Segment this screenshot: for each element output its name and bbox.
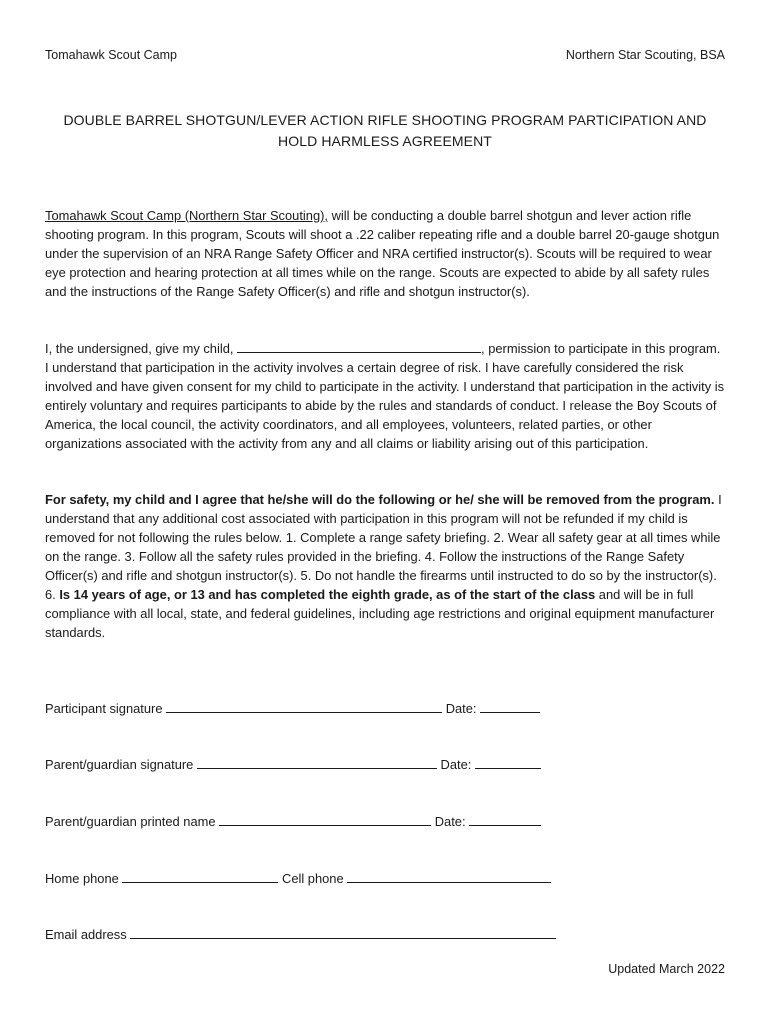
- safety-rules-text: I understand that any additional cost associated with participation in this program will not be refunded if my child is removed for not following the rules below. 1. Complete a range safety briefing. 2. Wear all safety gear at all times while on the range. 3. Follow all the safety rules provided in the briefing. 4. Follow the instructions of the Range Safety Officer(s) and rifle and shotgun instructor(s). 5. Do not handle the firearms until instructed to do so by the instructor(s). 6.: [45, 492, 722, 602]
- title-line-2: HOLD HARMLESS AGREEMENT: [278, 133, 492, 149]
- email-address-label: Email address: [45, 927, 127, 942]
- safety-agreement-bold: For safety, my child and I agree that he/she will do the following or he/ she will be removed from the program.: [45, 492, 715, 507]
- participant-signature-line[interactable]: [166, 700, 442, 713]
- parent-name-row: [45, 813, 541, 829]
- updated-date: Updated March 2022: [608, 962, 725, 976]
- camp-name-underlined: Tomahawk Scout Camp (Northern Star Scouting),: [45, 208, 328, 223]
- age-requirement-bold: Is 14 years of age, or 13 and has completed the eighth grade, as of the start of the class: [59, 587, 596, 602]
- consent-paragraph: [45, 339, 725, 453]
- participant-date-label: Date:: [445, 701, 477, 716]
- email-address-line[interactable]: [130, 926, 556, 939]
- child-name-blank[interactable]: [237, 340, 481, 353]
- parent-signature-date-line[interactable]: [475, 756, 541, 769]
- cell-phone-label: Cell phone: [282, 871, 344, 886]
- program-description-text: will be conducting a double barrel shotgun and lever action rifle shooting program. In this program, Scouts will shoot a .22 caliber repeating rifle and a double barrel 20-gauge shotgun under the supervision of an NRA Range Safety Officer and NRA certified instructor(s). Scouts will be required to wear eye protection and hearing protection at all times while on the range. Scouts are expected to abide by all safety rules and the instructions of the Range Safety Officer(s) and rifle and shotgun instructor(s).: [45, 208, 720, 299]
- participant-date-line[interactable]: [480, 700, 540, 713]
- header-council-name: Northern Star Scouting, BSA: [565, 48, 725, 62]
- parent-name-date-line[interactable]: [469, 813, 541, 826]
- home-phone-label: Home phone: [45, 871, 119, 886]
- phone-row: [45, 870, 551, 886]
- compliance-text: and will be in full compliance with all local, state, and federal guidelines, including age restrictions and original equipment manufacturer standards.: [45, 587, 715, 640]
- safety-rules-paragraph: [45, 490, 725, 642]
- parent-printed-name-label: Parent/guardian printed name: [45, 814, 216, 829]
- document-title: [40, 110, 730, 152]
- title-line-1: DOUBLE BARREL SHOTGUN/LEVER ACTION RIFLE SHOOTING PROGRAM PARTICIPATION AND: [63, 112, 707, 128]
- program-description-paragraph: [45, 206, 725, 301]
- parent-signature-date-label: Date:: [440, 757, 472, 772]
- header-camp-name: Tomahawk Scout Camp: [45, 48, 178, 62]
- parent-printed-name-line[interactable]: [219, 813, 431, 826]
- parent-signature-line[interactable]: [197, 756, 437, 769]
- participant-signature-label: Participant signature: [45, 701, 163, 716]
- home-phone-line[interactable]: [122, 870, 278, 883]
- parent-signature-row: [45, 756, 541, 772]
- parent-name-date-label: Date:: [434, 814, 466, 829]
- consent-text-after: , permission to participate in this program. I understand that participation in the activity involves a certain degree of risk. I have carefully considered the risk involved and have given consent for my child to participate in the activity. I understand that participation in the activity is entirely voluntary and requires participants to abide by the rules and standards of conduct. I release the Boy Scouts of America, the local council, the activity coordinators, and all employees, volunteers, related parties, or other organizations associated with the activity from any and all claims or liability arising out of this participation.: [45, 341, 725, 451]
- parent-signature-label: Parent/guardian signature: [45, 757, 194, 772]
- consent-text-before: I, the undersigned, give my child,: [45, 341, 238, 356]
- email-row: [45, 926, 556, 942]
- cell-phone-line[interactable]: [347, 870, 551, 883]
- participant-signature-row: [45, 700, 540, 716]
